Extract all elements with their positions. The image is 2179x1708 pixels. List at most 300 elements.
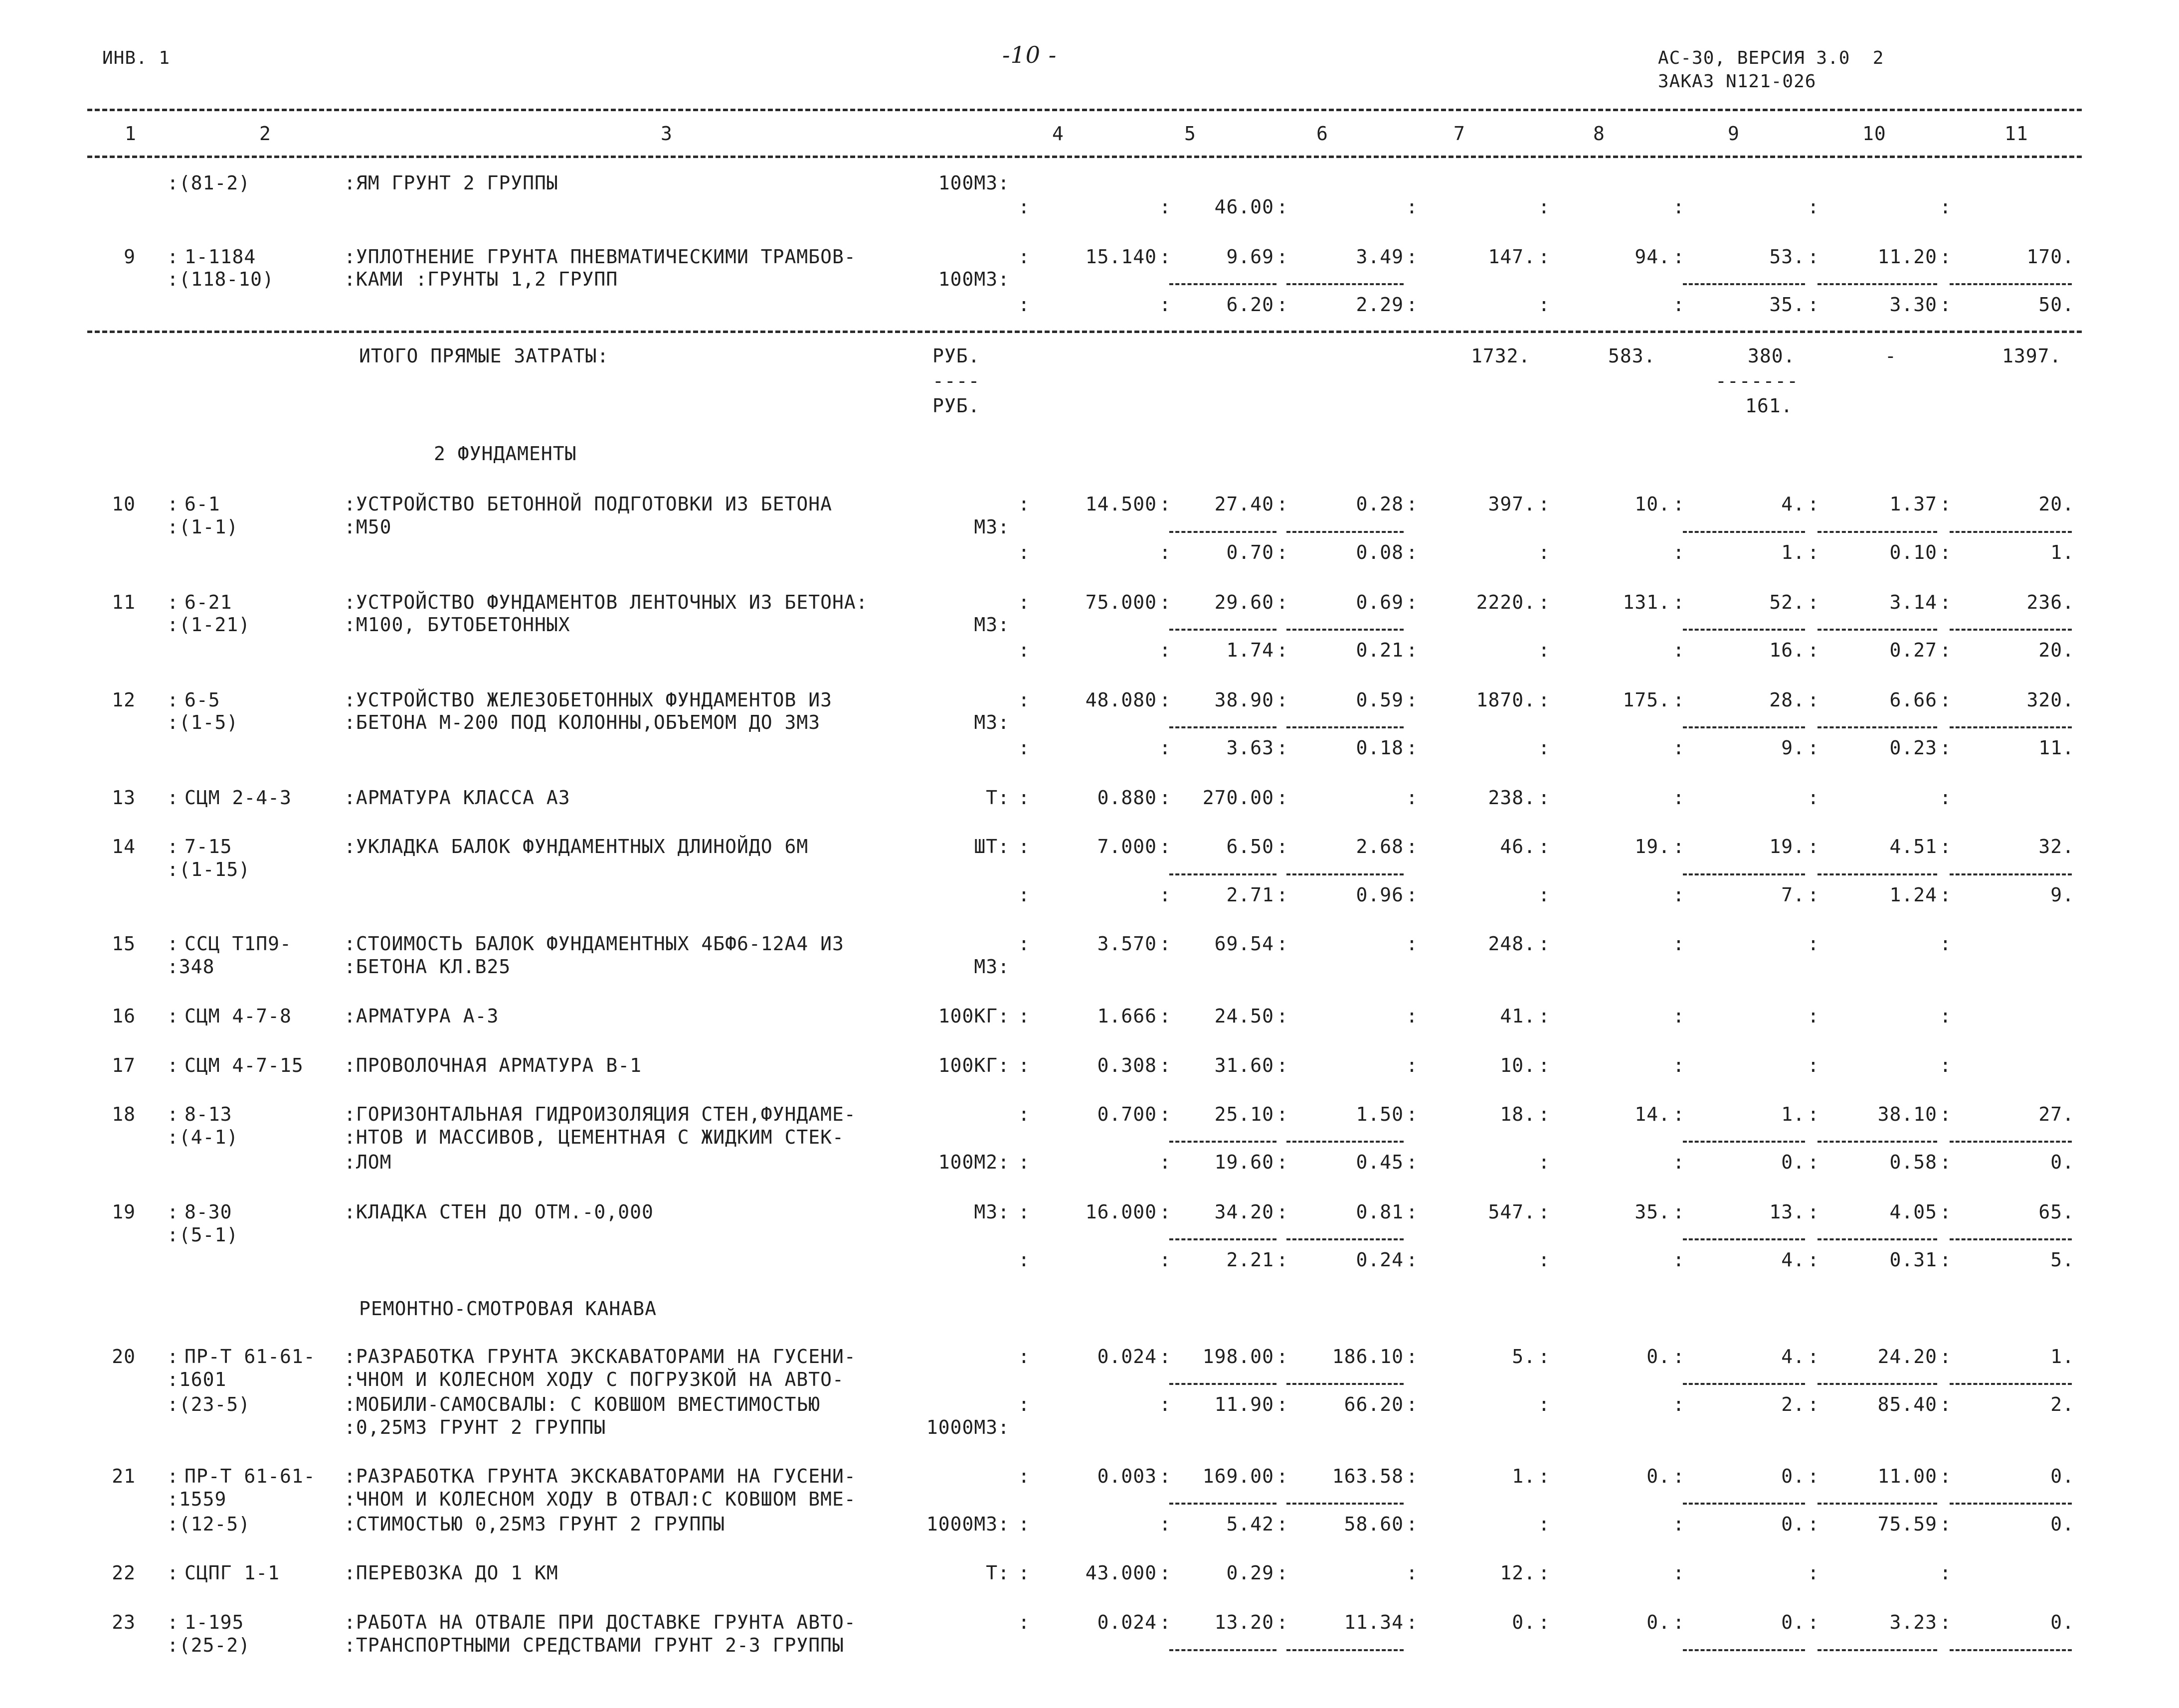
cell-c10: 0.27 [1889, 639, 1937, 661]
order-number: ЗАКАЗ N121-026 [1658, 71, 1816, 92]
column-separator: : [1673, 591, 1685, 613]
sub-rule [1286, 1238, 1404, 1240]
cell-c10: 24.20 [1877, 1346, 1937, 1367]
cell-c6: 0.96 [1356, 884, 1404, 906]
totals-col-9-dashes: ------- [1715, 370, 1799, 392]
column-separator: : [1808, 1201, 1819, 1223]
column-separator: : [1159, 787, 1171, 809]
column-separator: : [1406, 689, 1418, 711]
cell-c6: 11.34 [1344, 1611, 1404, 1633]
row-number: 17 [112, 1054, 136, 1076]
column-separator: : [1808, 884, 1819, 906]
column-separator: : [1406, 787, 1418, 809]
column-separator: : [1406, 493, 1418, 515]
row-number: 20 [112, 1346, 136, 1367]
column-separator: : [1159, 541, 1171, 563]
cell-c5: 1.74 [1226, 639, 1274, 661]
sub-rule [1950, 1649, 2072, 1651]
column-separator: : [1673, 836, 1685, 857]
work-description: :М50 [344, 516, 392, 538]
column-separator: : [1538, 1465, 1550, 1487]
cell-c7: 5. [1512, 1346, 1536, 1367]
cell-c10: 3.14 [1889, 591, 1937, 613]
work-description: :УСТРОЙСТВО ФУНДАМЕНТОВ ЛЕНТОЧНЫХ ИЗ БЕТОНА: [344, 591, 868, 613]
cell-c11: 65. [2038, 1201, 2074, 1223]
rate-code: СЦПГ 1-1 [184, 1562, 280, 1584]
sub-rule [1950, 629, 2072, 631]
sub-rule [1286, 1141, 1404, 1143]
sub-rule [1169, 1383, 1276, 1385]
cell-c6: 0.24 [1356, 1249, 1404, 1271]
row-number: 9 [124, 246, 136, 268]
sub-rule [1169, 283, 1276, 285]
column-separator: : [1940, 689, 1952, 711]
cell-c10: 4.51 [1889, 836, 1937, 857]
column-separator: : [1808, 493, 1819, 515]
column-separator: : [1159, 1201, 1171, 1223]
sub-rule [1817, 726, 1937, 728]
cell-c4: 0.024 [1097, 1346, 1157, 1367]
work-description: :НТОВ И МАССИВОВ, ЦЕМЕНТНАЯ С ЖИДКИМ СТЕК- [344, 1126, 844, 1148]
cell-c9: 0. [1781, 1513, 1805, 1535]
column-separator: : [1406, 639, 1418, 661]
column-separator: : [1940, 1562, 1952, 1584]
cell-c6: 0.18 [1356, 737, 1404, 759]
cell-c4: 16.000 [1085, 1201, 1157, 1223]
cell-c4: 43.000 [1085, 1562, 1157, 1584]
cell-c7: 18. [1500, 1103, 1536, 1125]
column-separator: : [1808, 1611, 1819, 1633]
column-separator: : [1538, 1151, 1550, 1173]
rate-code: 1-195 [184, 1611, 244, 1633]
rate-code: 1-1184 [184, 246, 256, 268]
column-separator: : [1406, 1513, 1418, 1535]
cell-c6: 0.21 [1356, 639, 1404, 661]
totals-currency: РУБ. [932, 345, 980, 367]
cell-c4: 3.570 [1097, 933, 1157, 955]
row-number: 22 [112, 1562, 136, 1584]
cell-c11: 11. [2038, 737, 2074, 759]
column-separator: : [1406, 1465, 1418, 1487]
work-description: :ГОРИЗОНТАЛЬНАЯ ГИДРОИЗОЛЯЦИЯ СТЕН,ФУНДАМЕ- [344, 1103, 856, 1125]
column-separator: : [1808, 1513, 1819, 1535]
column-separator: : [1159, 1465, 1171, 1487]
column-separator: : [1159, 689, 1171, 711]
cell-c5: 6.20 [1226, 294, 1274, 316]
col-num-3: 3 [661, 123, 673, 145]
column-separator: : [1808, 1005, 1819, 1027]
column-separator: : [1276, 1054, 1288, 1076]
row-number: 19 [112, 1201, 136, 1223]
sub-rule [1169, 726, 1276, 728]
rate-code: :(4-1) [167, 1126, 239, 1148]
cell-c7: 12. [1500, 1562, 1536, 1584]
cell-c7: 41. [1500, 1005, 1536, 1027]
cell-c7: 1. [1512, 1465, 1536, 1487]
cell-c6: 163.58 [1332, 1465, 1404, 1487]
cell-c9: 13. [1769, 1201, 1805, 1223]
column-separator: : [1673, 1513, 1685, 1535]
cell-c8: 19. [1634, 836, 1670, 857]
column-separator: : [1808, 1054, 1819, 1076]
cell-c9: 0. [1781, 1151, 1805, 1173]
cell-c4: 0.308 [1097, 1054, 1157, 1076]
rate-code: :1559 [167, 1488, 227, 1510]
row-number: 13 [112, 787, 136, 809]
column-separator: : [1808, 1346, 1819, 1367]
cell-c5: 270.00 [1202, 787, 1274, 809]
column-separator: : [1673, 493, 1685, 515]
cell-c4: 48.080 [1085, 689, 1157, 711]
column-separator: : [1673, 884, 1685, 906]
column-separator: : [1940, 196, 1952, 218]
column-separator: : [1159, 196, 1171, 218]
column-separator: : [1018, 933, 1030, 955]
row-separator: : [167, 1611, 179, 1633]
column-separator: : [1018, 1465, 1030, 1487]
work-description: :УКЛАДКА БАЛОК ФУНДАМЕНТНЫХ ДЛИНОЙДО 6М [344, 836, 809, 857]
row-separator: : [167, 1201, 179, 1223]
row-separator: : [167, 246, 179, 268]
column-separator: : [1673, 1393, 1685, 1415]
cell-c5: 2.21 [1226, 1249, 1274, 1271]
cell-c9: 35. [1769, 294, 1805, 316]
cell-c10: 11.00 [1877, 1465, 1937, 1487]
cell-c6: 0.69 [1356, 591, 1404, 613]
column-separator: : [1159, 1005, 1171, 1027]
row-separator: : [167, 1562, 179, 1584]
cell-c6: 3.49 [1356, 246, 1404, 268]
sub-rule [1817, 1238, 1937, 1240]
cell-c9: 9. [1781, 737, 1805, 759]
cell-c5: 3.63 [1226, 737, 1274, 759]
column-separator: : [1406, 591, 1418, 613]
row-separator: : [167, 1005, 179, 1027]
cell-c10: 0.23 [1889, 737, 1937, 759]
work-description: :ПРОВОЛОЧНАЯ АРМАТУРА В-1 [344, 1054, 642, 1076]
cell-c5: 9.69 [1226, 246, 1274, 268]
cell-c11: 1. [2050, 1346, 2074, 1367]
column-separator: : [1159, 884, 1171, 906]
rate-code: :(1-21) [167, 614, 251, 636]
rate-code: ПР-Т 61-61- [184, 1346, 316, 1367]
cell-c10: 1.24 [1889, 884, 1937, 906]
cell-c8: 10. [1634, 493, 1670, 515]
column-separator: : [1406, 1562, 1418, 1584]
column-separator: : [1276, 246, 1288, 268]
work-description: :РАБОТА НА ОТВАЛЕ ПРИ ДОСТАВКЕ ГРУНТА АВТО- [344, 1611, 856, 1633]
unit-of-measure: Т: [986, 1562, 1010, 1584]
rate-code: :(118-10) [167, 268, 274, 290]
cell-c9: 4. [1781, 493, 1805, 515]
column-separator: : [1159, 1611, 1171, 1633]
sub-rule [1169, 629, 1276, 631]
column-separator: : [1940, 1103, 1952, 1125]
sub-rule [1286, 873, 1404, 875]
column-separator: : [1276, 591, 1288, 613]
rate-code: :(23-5) [167, 1393, 251, 1415]
sub-rule [1683, 531, 1805, 533]
column-separator: : [1406, 737, 1418, 759]
work-description: :ЛОМ [344, 1151, 392, 1173]
cell-c9: 1. [1781, 541, 1805, 563]
cell-c11: 20. [2038, 639, 2074, 661]
sub-rule [1169, 1238, 1276, 1240]
column-separator: : [1940, 1151, 1952, 1173]
column-separator: : [1673, 196, 1685, 218]
cell-c9: 16. [1769, 639, 1805, 661]
cell-c4: 75.000 [1085, 591, 1157, 613]
cell-c11: 0. [2050, 1611, 2074, 1633]
row-number: 12 [112, 689, 136, 711]
column-separator: : [1406, 1611, 1418, 1633]
cell-c5: 38.90 [1214, 689, 1274, 711]
column-separator: : [1159, 1393, 1171, 1415]
cell-c10: 85.40 [1877, 1393, 1937, 1415]
rate-code: 7-15 [184, 836, 232, 857]
sub-rule [1169, 873, 1276, 875]
sub-rule [1950, 726, 2072, 728]
column-separator: : [1018, 787, 1030, 809]
column-separator: : [1940, 1393, 1952, 1415]
column-separator: : [1276, 1103, 1288, 1125]
column-separator: : [1406, 1005, 1418, 1027]
work-description: :0,25М3 ГРУНТ 2 ГРУППЫ [344, 1416, 606, 1438]
column-separator: : [1673, 787, 1685, 809]
row-separator: : [167, 933, 179, 955]
cell-c5: 69.54 [1214, 933, 1274, 955]
cell-c10: 1.37 [1889, 493, 1937, 515]
column-separator: : [1159, 591, 1171, 613]
rate-code: СЦМ 4-7-8 [184, 1005, 292, 1027]
work-description: :УСТРОЙСТВО ЖЕЛЕЗОБЕТОННЫХ ФУНДАМЕНТОВ ИЗ [344, 689, 832, 711]
column-separator: : [1940, 787, 1952, 809]
cell-c8: 35. [1634, 1201, 1670, 1223]
col-num-5: 5 [1184, 123, 1196, 145]
cell-c11: 27. [2038, 1103, 2074, 1125]
cell-c10: 11.20 [1877, 246, 1937, 268]
column-separator: : [1940, 1201, 1952, 1223]
column-separator: : [1276, 1151, 1288, 1173]
column-separator: : [1673, 1611, 1685, 1633]
sub-rule [1683, 1503, 1805, 1505]
cell-c9: 28. [1769, 689, 1805, 711]
cell-c6: 58.60 [1344, 1513, 1404, 1535]
rate-code: СЦМ 4-7-15 [184, 1054, 304, 1076]
sub-rule [1286, 283, 1404, 285]
cell-c10: 3.30 [1889, 294, 1937, 316]
work-description: :АРМАТУРА А-3 [344, 1005, 499, 1027]
column-separator: : [1406, 933, 1418, 955]
cell-c4: 0.003 [1097, 1465, 1157, 1487]
rate-code: :(5-1) [167, 1224, 239, 1246]
column-separator: : [1276, 884, 1288, 906]
unit-of-measure: 100М3: [938, 172, 1010, 194]
column-separator: : [1538, 196, 1550, 218]
rate-code: :(1-15) [167, 858, 251, 880]
sub-rule [1683, 1238, 1805, 1240]
column-separator: : [1808, 737, 1819, 759]
row-number: 16 [112, 1005, 136, 1027]
cell-c5: 6.50 [1226, 836, 1274, 857]
column-separator: : [1276, 493, 1288, 515]
cell-c5: 169.00 [1202, 1465, 1274, 1487]
row-number: 11 [112, 591, 136, 613]
cell-c6: 2.68 [1356, 836, 1404, 857]
column-separator: : [1159, 1513, 1171, 1535]
column-separator: : [1940, 591, 1952, 613]
column-separator: : [1940, 639, 1952, 661]
cell-c6: 0.28 [1356, 493, 1404, 515]
work-description: :РАЗРАБОТКА ГРУНТА ЭКСКАВАТОРАМИ НА ГУСЕНИ- [344, 1465, 856, 1487]
column-separator: : [1276, 1201, 1288, 1223]
sub-rule [1683, 629, 1805, 631]
totals-label: ИТОГО ПРЯМЫЕ ЗАТРАТЫ: [359, 345, 609, 367]
column-separator: : [1406, 294, 1418, 316]
column-separator: : [1406, 1054, 1418, 1076]
cell-c6: 0.59 [1356, 689, 1404, 711]
sub-rule [1817, 1383, 1937, 1385]
column-separator: : [1808, 689, 1819, 711]
unit-of-measure: 100КГ: [938, 1054, 1010, 1076]
sub-rule [1950, 1238, 2072, 1240]
column-separator: : [1538, 787, 1550, 809]
cell-c4: 1.666 [1097, 1005, 1157, 1027]
column-separator: : [1808, 294, 1819, 316]
column-separator: : [1940, 1054, 1952, 1076]
rate-code: СЦМ 2-4-3 [184, 787, 292, 809]
cell-c11: 9. [2050, 884, 2074, 906]
col-num-1: 1 [125, 123, 137, 145]
work-description: :ЧНОМ И КОЛЕСНОМ ХОДУ С ПОГРУЗКОЙ НА АВТО- [344, 1368, 844, 1390]
column-separator: : [1538, 1562, 1550, 1584]
column-separator: : [1159, 246, 1171, 268]
sub-rule [1683, 1649, 1805, 1651]
unit-of-measure: М3: [974, 1201, 1010, 1223]
column-separator: : [1276, 1005, 1288, 1027]
sub-rule [1817, 531, 1937, 533]
column-separator: : [1538, 737, 1550, 759]
column-separator: : [1808, 591, 1819, 613]
column-separator: : [1673, 1151, 1685, 1173]
column-separator: : [1276, 1465, 1288, 1487]
rate-code: :348 [167, 956, 215, 978]
column-separator: : [1276, 1249, 1288, 1271]
column-separator: : [1276, 294, 1288, 316]
sub-rule [1950, 1383, 2072, 1385]
rate-code: :(1-5) [167, 711, 239, 733]
column-separator: : [1940, 493, 1952, 515]
column-separator: : [1406, 1201, 1418, 1223]
sub-rule [1817, 1503, 1937, 1505]
column-separator: : [1808, 836, 1819, 857]
column-separator: : [1276, 639, 1288, 661]
column-separator: : [1673, 1054, 1685, 1076]
totals-currency-2: РУБ. [932, 395, 980, 417]
column-separator: : [1940, 1513, 1952, 1535]
column-separator: : [1406, 1249, 1418, 1271]
column-separator: : [1538, 541, 1550, 563]
cell-c11: 2. [2050, 1393, 2074, 1415]
sub-rule [1683, 1141, 1805, 1143]
cell-c4: 0.024 [1097, 1611, 1157, 1633]
unit-of-measure: 100М2: [938, 1151, 1010, 1173]
sub-rule [1817, 1141, 1937, 1143]
column-separator: : [1808, 1103, 1819, 1125]
cell-c6: 0.81 [1356, 1201, 1404, 1223]
column-separator: : [1673, 1201, 1685, 1223]
column-separator: : [1159, 1151, 1171, 1173]
column-separator: : [1018, 689, 1030, 711]
cell-c11: 5. [2050, 1249, 2074, 1271]
column-separator: : [1538, 1513, 1550, 1535]
column-separator: : [1808, 787, 1819, 809]
column-separator: : [1276, 933, 1288, 955]
sub-rule [1817, 1649, 1937, 1651]
cell-c6: 0.45 [1356, 1151, 1404, 1173]
column-separator: : [1018, 493, 1030, 515]
cell-c8: 0. [1646, 1465, 1670, 1487]
cell-c11: 1. [2050, 541, 2074, 563]
column-separator: : [1276, 737, 1288, 759]
sub-rule [1286, 1649, 1404, 1651]
column-separator: : [1808, 1393, 1819, 1415]
column-separator: : [1159, 1249, 1171, 1271]
col-num-8: 8 [1593, 123, 1605, 145]
cell-c4: 14.500 [1085, 493, 1157, 515]
column-separator: : [1673, 689, 1685, 711]
cell-c5: 29.60 [1214, 591, 1274, 613]
column-separator: : [1538, 294, 1550, 316]
column-separator: : [1940, 836, 1952, 857]
column-separator: : [1159, 1103, 1171, 1125]
column-separator: : [1673, 639, 1685, 661]
totals-col-9: 380. [1748, 345, 1796, 367]
column-separator: : [1538, 1201, 1550, 1223]
cell-c5: 11.90 [1214, 1393, 1274, 1415]
cell-c5: 24.50 [1214, 1005, 1274, 1027]
cell-c5: 198.00 [1202, 1346, 1274, 1367]
rate-code: ПР-Т 61-61- [184, 1465, 316, 1487]
column-separator: : [1276, 787, 1288, 809]
page-number: -10 - [1002, 41, 1057, 68]
column-separator: : [1538, 493, 1550, 515]
column-separator: : [1940, 541, 1952, 563]
row-number: 14 [112, 836, 136, 857]
totals-col-10: - [1885, 345, 1897, 367]
cell-c8: 0. [1646, 1611, 1670, 1633]
cell-c10: 0.31 [1889, 1249, 1937, 1271]
cell-c10: 0.10 [1889, 541, 1937, 563]
column-separator: : [1538, 933, 1550, 955]
cell-c4: 7.000 [1097, 836, 1157, 857]
unit-of-measure: 1000М3: [926, 1416, 1010, 1438]
cell-c5: 34.20 [1214, 1201, 1274, 1223]
sub-rule [1817, 283, 1937, 285]
cell-c9: 53. [1769, 246, 1805, 268]
cell-c11: 236. [2026, 591, 2074, 613]
cell-c9: 1. [1781, 1103, 1805, 1125]
row-number: 21 [112, 1465, 136, 1487]
row-separator: : [167, 1054, 179, 1076]
column-separator: : [1808, 1465, 1819, 1487]
rate-code: :(25-2) [167, 1634, 251, 1656]
cell-c9: 7. [1781, 884, 1805, 906]
column-separator: : [1159, 737, 1171, 759]
work-description: :СТИМОСТЬЮ 0,25М3 ГРУНТ 2 ГРУППЫ [344, 1513, 726, 1535]
column-separator: : [1018, 1513, 1030, 1535]
column-separator: : [1018, 884, 1030, 906]
